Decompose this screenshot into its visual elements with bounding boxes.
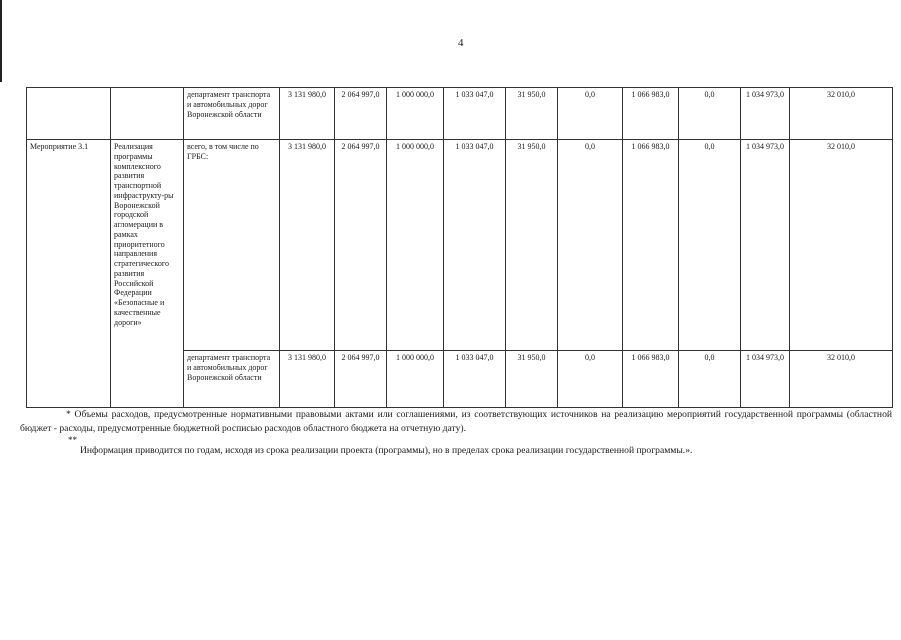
- value-cell: 31 950,0: [506, 140, 558, 351]
- expenditure-table: [26, 87, 893, 408]
- value-cell: 1 066 983,0: [623, 140, 679, 351]
- value-cell: 1 000 000,0: [387, 351, 444, 408]
- value-cell: 1 033 047,0: [444, 351, 506, 408]
- event-name-cell: [111, 88, 184, 140]
- value-cell: 2 064 997,0: [335, 351, 387, 408]
- value-cell: 0,0: [679, 351, 741, 408]
- footnote-2-mark: **: [68, 435, 77, 445]
- event-cell: Мероприятие 3.1: [27, 140, 111, 408]
- value-cell: 2 064 997,0: [335, 88, 387, 140]
- value-cell: 2 064 997,0: [335, 140, 387, 351]
- value-cell: 3 131 980,0: [280, 140, 335, 351]
- value-cell: 0,0: [558, 351, 623, 408]
- value-cell: 1 034 973,0: [741, 140, 790, 351]
- value-cell: 1 034 973,0: [741, 351, 790, 408]
- value-cell: 0,0: [679, 88, 741, 140]
- value-cell: 1 000 000,0: [387, 140, 444, 351]
- scan-edge-line: [0, 0, 2, 82]
- value-cell: 1 066 983,0: [623, 88, 679, 140]
- value-cell: 3 131 980,0: [280, 88, 335, 140]
- value-cell: 1 066 983,0: [623, 351, 679, 408]
- value-cell: 32 010,0: [790, 140, 893, 351]
- value-cell: 0,0: [558, 88, 623, 140]
- value-cell: 0,0: [558, 140, 623, 351]
- table-row: [27, 88, 893, 140]
- footnote-2: [68, 435, 693, 457]
- value-cell: 31 950,0: [506, 351, 558, 408]
- grbs-cell: департамент транспорта и автомобильных дорог Воронежской области: [184, 351, 280, 408]
- value-cell: 1 034 973,0: [741, 88, 790, 140]
- value-cell: 1 000 000,0: [387, 88, 444, 140]
- footnote-2-text: Информация приводится по годам, исходя из срока реализации проекта (программы), но в пределах срока реализации государственной программы.».: [80, 445, 693, 456]
- table-row: [27, 140, 893, 351]
- value-cell: 3 131 980,0: [280, 351, 335, 408]
- value-cell: 31 950,0: [506, 88, 558, 140]
- footnote-1: * Объемы расходов, предусмотренные нормативными правовыми актами или соглашениями, из соответствующих источников на реализацию мероприятий государственной программы (областной бюджет - расходы, предусмотренные бюджетной росписью расходов областного бюджета на отчетную дату).: [20, 409, 892, 435]
- value-cell: 1 033 047,0: [444, 88, 506, 140]
- value-cell: 32 010,0: [790, 88, 893, 140]
- page-number: 4: [458, 37, 464, 49]
- grbs-cell: всего, в том числе по ГРБС:: [184, 140, 280, 351]
- grbs-cell: департамент транспорта и автомобильных дорог Воронежской области: [184, 88, 280, 140]
- event-cell: [27, 88, 111, 140]
- event-name-cell: Реализация программы комплексного развития транспортной инфраструкту-ры Воронежской городской агломерации в рамках приоритетного направления стратегического развития Российской Федерации «Безопасные и качественные дороги»: [111, 140, 184, 408]
- value-cell: 0,0: [679, 140, 741, 351]
- value-cell: 1 033 047,0: [444, 140, 506, 351]
- value-cell: 32 010,0: [790, 351, 893, 408]
